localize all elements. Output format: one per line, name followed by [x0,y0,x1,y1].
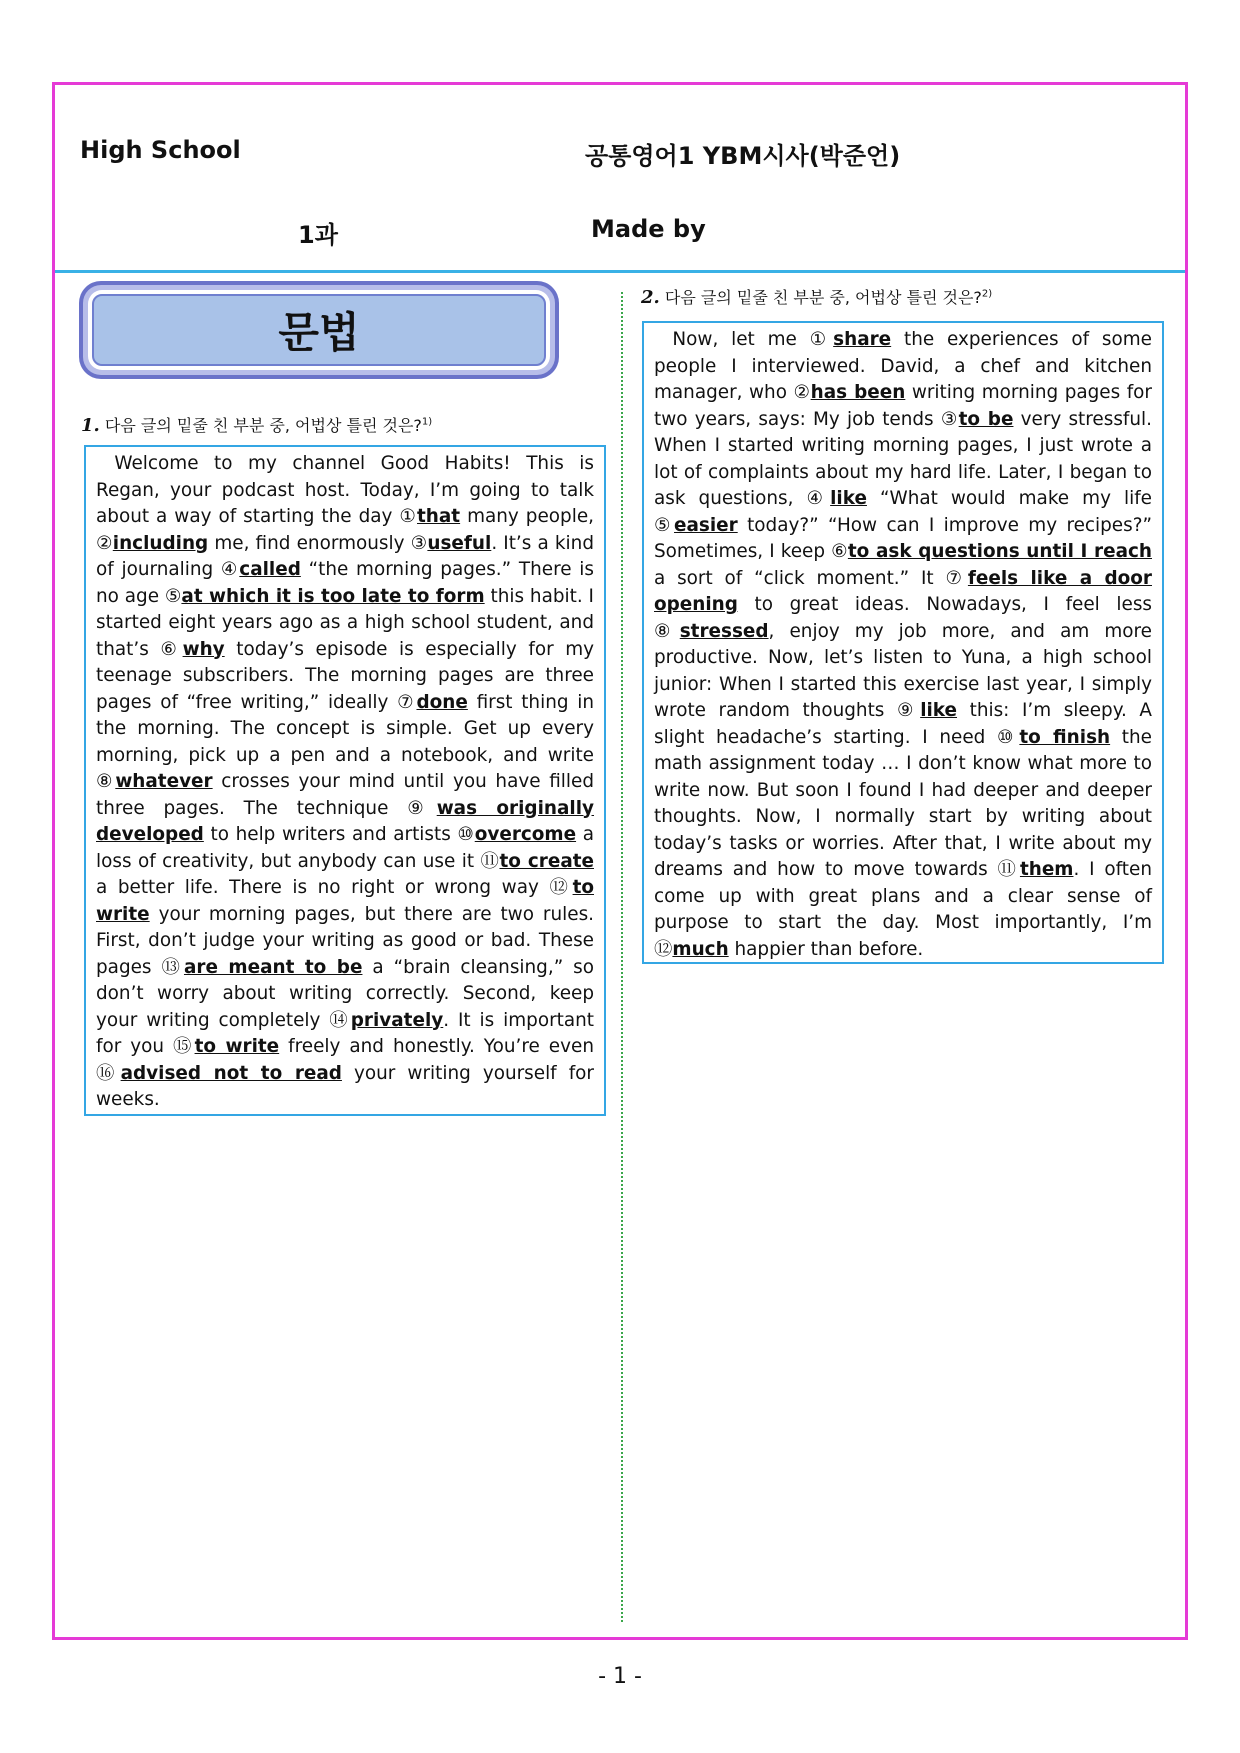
passage-segment: crosses your mind until you have filled three pages. The technique ⑨ [96,771,594,819]
section-banner [79,281,559,379]
underlined-choice: much [672,938,729,960]
passage-segment: this habit. I started eight years ago as a high school student, and that’s ⑥ [96,585,594,660]
passage-segment: the math assignment today … I don’t know what more to write now. But soon I found I had deeper and deeper thoughts. Now, I normally start by writing about today’s tasks or worries. After that, I write about my dreams and how to move towards ⑪ [654,726,1152,880]
question-2-prompt: 다음 글의 밑줄 친 부분 중, 어법상 틀린 것은? [659,288,982,307]
passage-segment: “What would make my life ⑤ [654,488,1152,536]
question-2-passage [642,321,1164,964]
underlined-choice: feels like a door opening [654,567,1152,615]
made-by: Made by [591,215,706,243]
passage-segment: this: I’m sleepy. A slight headache’s starting. I need ⑩ [654,700,1152,748]
underlined-choice: to be [958,408,1014,430]
passage-text [96,451,594,1114]
underlined-choice: whatever [115,771,213,792]
underlined-choice: to finish [1019,726,1111,748]
underlined-choice: at which it is too late to form [181,585,485,607]
underlined-choice: useful [427,532,492,554]
underlined-choice: called [239,559,301,580]
underlined-choice: to write [194,1036,280,1057]
underlined-choice: share [833,329,892,350]
passage-segment: happier than before. [728,938,924,960]
underlined-choice: privately [350,1009,444,1031]
question-2-footnote: 2) [981,288,993,300]
page-number: - 1 - [598,1664,642,1689]
underlined-choice: like [920,700,958,721]
question-1-footnote: 1) [421,416,433,428]
passage-segment: your morning pages, but there are two rules. First, don’t judge your writing as good or bad. These pages ⑬ [96,903,594,978]
underlined-choice: was originally developed [96,797,594,845]
passage-segment: to help writers and artists ⑩ [203,824,475,845]
worksheet-header [55,85,1185,273]
passage-segment: a better life. There is no right or wrong way ⑫ [96,877,573,898]
passage-segment: today?” “How can I improve my recipes?” Sometimes, I keep ⑥ [654,514,1152,562]
underlined-choice: easier [674,514,738,536]
passage-segment: . I often come up with great plans and a clear sense of purpose to start the day. Most importantly, I’m ⑫ [654,859,1152,960]
question-2-number: 2. [641,287,660,308]
underlined-choice: advised not to read [120,1062,342,1084]
passage-segment: very stressful. When I started writing morning pages, I just wrote a lot of complaints about my hard life. Later, I began to ask questions, ④ [654,408,1152,509]
passage-segment: a sort of “click moment.” It ⑦ [654,567,968,589]
passage-segment: , enjoy my job more, and am more productive. Now, let’s listen to Yuna, a high school junior: When I started this exercise last year, I simply wrote random thoughts ⑨ [654,620,1152,721]
passage-segment: “the morning pages.” There is no age ⑤ [96,559,594,607]
passage-segment: a “brain cleansing,” so don’t worry about writing correctly. Second, keep your writing completely ⑭ [96,956,595,1031]
passage-segment: your writing yourself for weeks. [96,1062,594,1110]
question-2-label [641,285,992,308]
passage-text [654,327,1152,963]
passage-segment: me, find enormously ③ [208,532,428,554]
page-frame [52,82,1188,1640]
passage-segment: today’s episode is especially for my teenage subscribers. The morning pages are three pages of “free writing,” ideally ⑦ [96,638,595,713]
passage-segment: many people, ② [96,506,594,554]
passage-segment: writing morning pages for two years, says: My job tends ③ [654,382,1152,430]
underlined-choice: them [1019,859,1074,880]
underlined-choice: to ask questions until I reach [847,541,1152,562]
passage-segment: a loss of creativity, but anybody can use it ⑪ [96,824,594,872]
underlined-choice: why [182,638,225,660]
underlined-choice: that [417,506,461,527]
underlined-choice: done [416,691,468,713]
question-1-prompt: 다음 글의 밑줄 친 부분 중, 어법상 틀린 것은? [99,416,422,435]
underlined-choice: stressed [679,620,769,642]
section-title: 문법 [92,294,546,366]
underlined-choice: are meant to be [183,956,363,978]
question-1-label [81,413,432,436]
passage-segment: to great ideas. Nowadays, I feel less ⑧ [654,594,1152,642]
passage-segment: Now, let me ① [672,329,834,350]
passage-segment: the experiences of some people I interviewed. David, a chef and kitchen manager, who ② [654,329,1152,403]
passage-segment: . It’s a kind of journaling ④ [96,532,594,580]
underlined-choice: to write [96,877,594,925]
passage-segment: first thing in the morning. The concept is simple. Get up every morning, pick up a pen and a notebook, and write ⑧ [96,691,594,792]
course-title: 공통영어1 YBM시사(박준언) [585,142,901,170]
passage-segment: Welcome to my channel Good Habits! This is Regan, your podcast host. Today, I’m going to talk about a way of starting the day ① [96,453,594,527]
lesson-number: 1과 [298,221,338,249]
column-divider [621,292,623,1622]
passage-segment: . It is important for you ⑮ [96,1009,594,1057]
passage-segment: freely and honestly. You’re even ⑯ [96,1036,594,1084]
school-level: High School [80,136,241,164]
underlined-choice: overcome [474,824,577,845]
underlined-choice: has been [810,382,906,403]
underlined-choice: like [830,488,867,509]
question-1-number: 1. [81,415,100,436]
question-1-passage [84,445,606,1116]
underlined-choice: to create [499,850,594,872]
underlined-choice: including [112,532,209,554]
